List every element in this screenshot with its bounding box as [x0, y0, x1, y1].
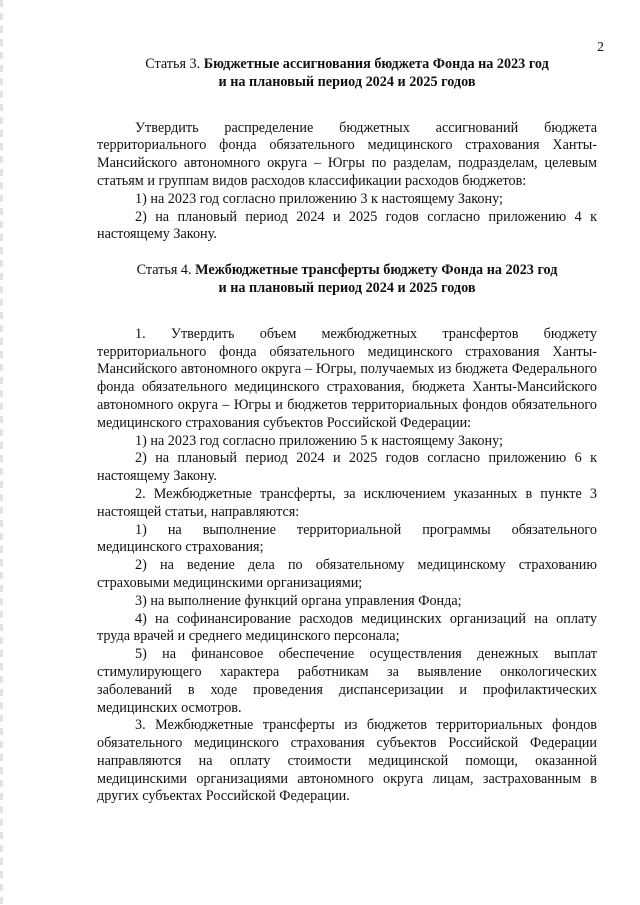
article-4-title-line-2: и на плановый период 2024 и 2025 годов [218, 279, 476, 296]
article-3-title-line-2: и на плановый период 2024 и 2025 годов [218, 73, 476, 90]
article-4-paragraph: 1) на 2023 год согласно приложению 5 к настоящему Закону; [135, 432, 503, 449]
article-3-paragraph: 2) на плановый период 2024 и 2025 годов согласно приложению 4 к настоящему Закону. [97, 208, 597, 243]
article-4-title: Межбюджетные трансферты бюджету Фонда на 2023 год [195, 262, 558, 279]
article-3-heading-line-1 [97, 56, 597, 74]
article-3-paragraph: Утвердить распределение бюджетных ассигнований бюджета территориального фонда обязательного медицинского страхования Ханты-Мансийского автономного округа – Югры по разделам, подразделам, целевым статьям и группам видов расходов классификации расходов бюджетов: [97, 119, 597, 189]
article-4-paragraph: 2. Межбюджетные трансферты, за исключением указанных в пункте 3 настоящей статьи, направляются: [97, 485, 597, 520]
article-4-heading [97, 262, 597, 298]
article-4-paragraph: 1. Утвердить объем межбюджетных трансфертов бюджету территориального фонда обязательного медицинского страхования Ханты-Мансийского автономного округа – Югры, получаемых из бюджета Федерального фонда обязательного медицинского страхования, бюджета Ханты-Мансийского автономного округа – Югры и бюджетов территориальных фондов обязательного медицинского страхования субъектов Российской Федерации: [97, 325, 597, 431]
article-3-paragraph: 1) на 2023 год согласно приложению 3 к настоящему Закону; [135, 190, 503, 207]
article-3-title: Бюджетные ассигнования бюджета Фонда на 2023 год [203, 56, 549, 72]
article-4-heading-line-1 [97, 262, 597, 280]
article-4-paragraph: 5) на финансовое обеспечение осуществления денежных выплат стимулирующего характера работникам за выявление онкологических заболеваний в ходе проведения диспансеризации и профилактических медицинских осмотров. [97, 646, 597, 716]
article-4-paragraph: 4) на софинансирование расходов медицинских организаций на оплату труда врачей и среднего медицинского персонала; [97, 610, 597, 645]
article-4-paragraph: 3. Межбюджетные трансферты из бюджетов территориальных фондов обязательного медицинского страхования субъектов Российской Федерации направляются на оплату стоимости медицинской помощи, оказанной медицинскими организациями автономного округа лицам, застрахованным в других субъектах Российской Федерации. [97, 717, 597, 805]
article-3-label: Статья 3. [145, 56, 204, 72]
document-body [97, 56, 597, 806]
article-3-heading [97, 56, 597, 92]
scan-edge [0, 0, 3, 905]
article-4-label: Статья 4. [136, 262, 196, 279]
article-4-paragraph: 1) на выполнение территориальной программы обязательного медицинского страхования; [97, 521, 597, 556]
page-number: 2 [597, 40, 604, 55]
article-4-paragraph: 2) на ведение дела по обязательному медицинскому страхованию страховыми медицинскими организациями; [97, 557, 597, 591]
article-4-paragraph: 3) на выполнение функций органа управления Фонда; [135, 592, 462, 609]
article-4-paragraph: 2) на плановый период 2024 и 2025 годов согласно приложению 6 к настоящему Закону. [97, 450, 597, 485]
